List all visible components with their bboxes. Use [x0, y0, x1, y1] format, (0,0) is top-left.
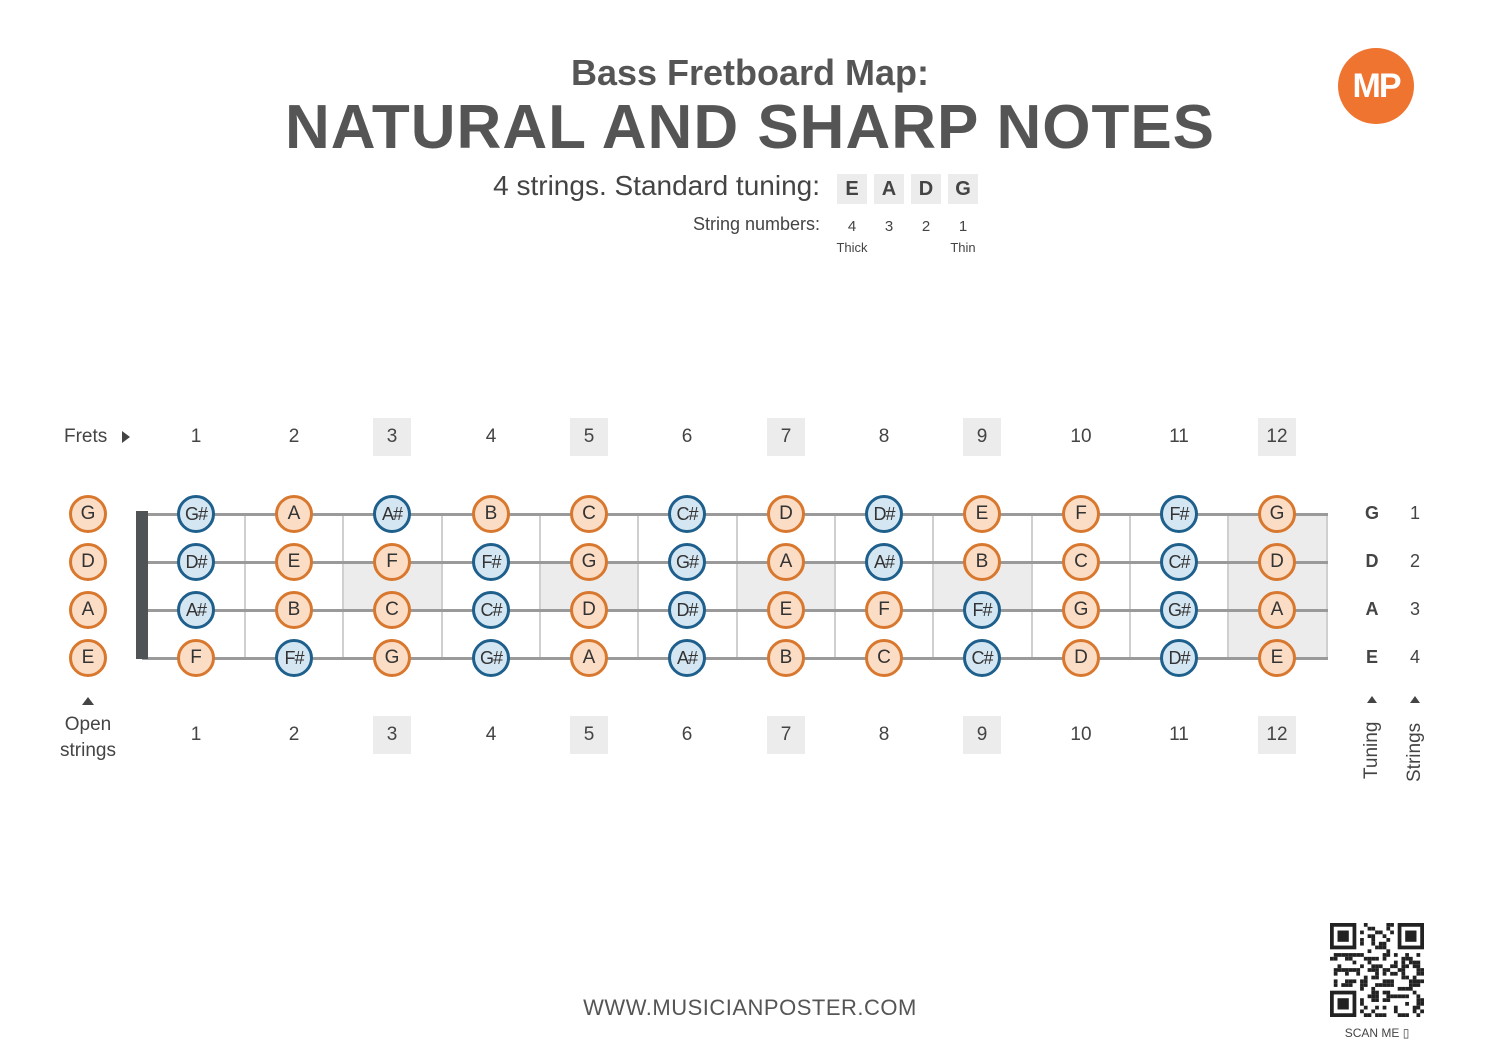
string-number-right: 1 — [1409, 503, 1420, 523]
string-number-right: 4 — [1409, 647, 1420, 667]
natural-note: C — [570, 495, 608, 533]
natural-note: B — [472, 495, 510, 533]
natural-note: E — [767, 591, 805, 629]
fret-number: 12 — [1258, 418, 1296, 456]
natural-note: F — [373, 543, 411, 581]
sharp-note: D# — [668, 591, 706, 629]
tuning-note-box: A — [874, 174, 904, 204]
fret-wire — [834, 513, 836, 657]
thick-label: Thick — [836, 240, 868, 255]
fret-number: 4 — [485, 724, 497, 745]
natural-note: C — [373, 591, 411, 629]
fret-wire — [1031, 513, 1033, 657]
sharp-note: C# — [1160, 543, 1198, 581]
fret-wire — [736, 513, 738, 657]
natural-note: A — [767, 543, 805, 581]
string-number-right: 2 — [1409, 551, 1420, 571]
string-number: 1 — [958, 218, 968, 235]
fret-number: 10 — [1070, 724, 1092, 745]
fret-wire — [539, 513, 541, 657]
fret-marker-shade — [1228, 513, 1327, 657]
tuning-note-box: D — [911, 174, 941, 204]
sharp-note: C# — [668, 495, 706, 533]
string-line — [142, 513, 1328, 516]
qr-code-icon[interactable] — [1330, 923, 1424, 1017]
open-string-note: A — [69, 591, 107, 629]
fret-number: 9 — [963, 418, 1001, 456]
fret-number: 4 — [485, 426, 497, 447]
fret-number: 11 — [1169, 724, 1189, 745]
fret-number: 8 — [878, 426, 890, 447]
fret-number: 2 — [288, 426, 300, 447]
sharp-note: F# — [275, 639, 313, 677]
sharp-note: A# — [373, 495, 411, 533]
tuning-letter: G — [1364, 503, 1379, 523]
natural-note: A — [275, 495, 313, 533]
sharp-note: A# — [177, 591, 215, 629]
fret-number: 11 — [1169, 426, 1189, 447]
fret-number: 2 — [288, 724, 300, 745]
tuning-note-box: E — [837, 174, 867, 204]
string-number: 4 — [847, 218, 857, 235]
website-link[interactable]: WWW.MUSICIANPOSTER.COM — [583, 995, 917, 1020]
string-line — [142, 561, 1328, 564]
open-label-line: Open — [64, 714, 112, 735]
sharp-note: D# — [865, 495, 903, 533]
sharp-note: G# — [668, 543, 706, 581]
strings-vertical-label: Strings — [1404, 722, 1425, 782]
tuning-letter: D — [1365, 551, 1379, 571]
fret-number: 5 — [570, 716, 608, 754]
tuning-letter: A — [1365, 599, 1379, 619]
sharp-note: F# — [1160, 495, 1198, 533]
open-string-note: D — [69, 543, 107, 581]
string-line — [142, 657, 1328, 660]
fret-wire — [1129, 513, 1131, 657]
fret-number: 6 — [681, 426, 693, 447]
natural-note: D — [570, 591, 608, 629]
natural-note: A — [1258, 591, 1296, 629]
natural-note: E — [963, 495, 1001, 533]
tuning-note-box: G — [948, 174, 978, 204]
sharp-note: C# — [472, 591, 510, 629]
page-title: NATURAL AND SHARP NOTES — [284, 93, 1216, 162]
fret-wire — [441, 513, 443, 657]
fret-number: 9 — [963, 716, 1001, 754]
natural-note: B — [275, 591, 313, 629]
fret-wire — [932, 513, 934, 657]
arrow-up-icon — [1367, 696, 1377, 703]
fret-number: 7 — [767, 716, 805, 754]
fret-number: 8 — [878, 724, 890, 745]
fret-number: 1 — [190, 724, 202, 745]
natural-note: D — [1258, 543, 1296, 581]
open-strings-label — [40, 712, 136, 764]
logo: MP — [1338, 48, 1414, 124]
frets-label: Frets — [64, 426, 108, 447]
sharp-note: A# — [668, 639, 706, 677]
open-label-line: strings — [60, 740, 116, 761]
open-string-note: E — [69, 639, 107, 677]
natural-note: D — [767, 495, 805, 533]
nut — [136, 511, 148, 659]
string-line — [142, 609, 1328, 612]
fret-wire — [244, 513, 246, 657]
sharp-note: A# — [865, 543, 903, 581]
fret-number: 12 — [1258, 716, 1296, 754]
page-subtitle: Bass Fretboard Map: — [570, 52, 930, 93]
sharp-note: F# — [472, 543, 510, 581]
tuning-vertical-label: Tuning — [1361, 721, 1382, 779]
open-string-note: G — [69, 495, 107, 533]
string-number-right: 3 — [1409, 599, 1420, 619]
fret-number: 5 — [570, 418, 608, 456]
fret-wire — [1326, 513, 1328, 657]
arrow-right-icon — [122, 431, 130, 443]
tuning-letter: E — [1365, 647, 1378, 667]
fret-number: 3 — [373, 716, 411, 754]
natural-note: G — [1062, 591, 1100, 629]
arrow-up-icon — [82, 697, 94, 705]
natural-note: F — [865, 591, 903, 629]
fret-wire — [1227, 513, 1229, 657]
fret-wire — [637, 513, 639, 657]
natural-note: F — [1062, 495, 1100, 533]
natural-note: E — [275, 543, 313, 581]
thin-label: Thin — [950, 240, 976, 255]
fret-number: 7 — [767, 418, 805, 456]
natural-note: G — [570, 543, 608, 581]
sharp-note: G# — [177, 495, 215, 533]
sharp-note: F# — [963, 591, 1001, 629]
sharp-note: G# — [472, 639, 510, 677]
string-number: 3 — [884, 218, 894, 235]
natural-note: G — [373, 639, 411, 677]
natural-note: D — [1062, 639, 1100, 677]
string-number: 2 — [921, 218, 931, 235]
arrow-up-icon — [1410, 696, 1420, 703]
scan-me-label: SCAN ME ▯ — [1344, 1026, 1410, 1040]
natural-note: E — [1258, 639, 1296, 677]
natural-note: C — [865, 639, 903, 677]
sharp-note: C# — [963, 639, 1001, 677]
natural-note: B — [963, 543, 1001, 581]
string-numbers-label: String numbers: — [692, 214, 820, 234]
fret-number: 1 — [190, 426, 202, 447]
fret-number: 6 — [681, 724, 693, 745]
sharp-note: D# — [1160, 639, 1198, 677]
natural-note: F — [177, 639, 215, 677]
sharp-note: G# — [1160, 591, 1198, 629]
fret-wire — [342, 513, 344, 657]
tuning-label: 4 strings. Standard tuning: — [493, 170, 820, 201]
natural-note: G — [1258, 495, 1296, 533]
natural-note: B — [767, 639, 805, 677]
fret-number: 3 — [373, 418, 411, 456]
natural-note: A — [570, 639, 608, 677]
sharp-note: D# — [177, 543, 215, 581]
natural-note: C — [1062, 543, 1100, 581]
fret-number: 10 — [1070, 426, 1092, 447]
